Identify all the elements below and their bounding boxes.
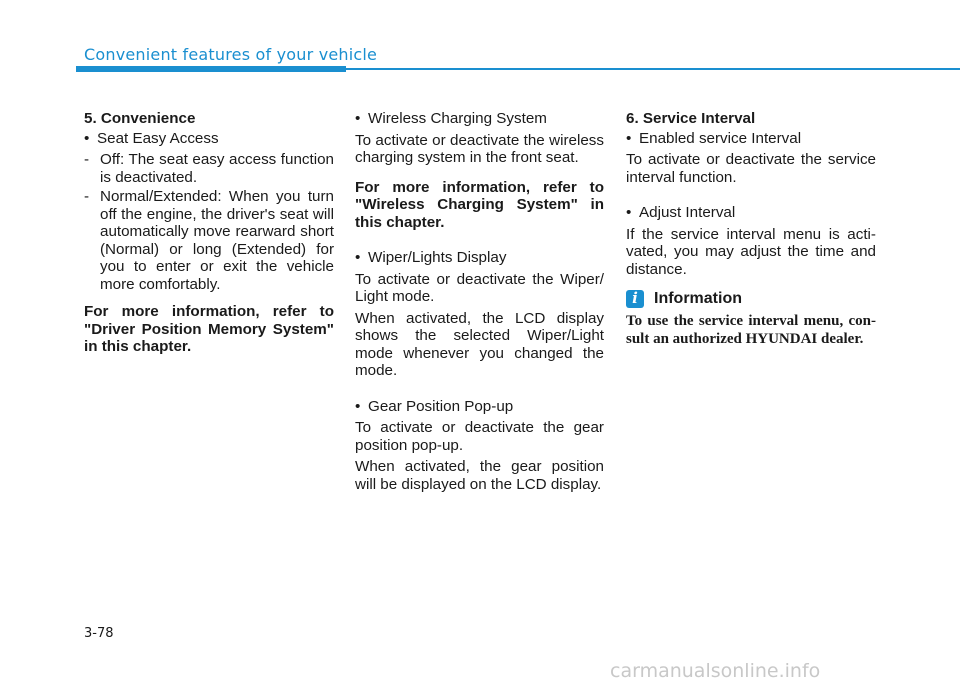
bullet-icon: • [84,129,90,147]
bullet-gear-position: • Gear Position Pop-up [355,397,514,415]
bullet-icon: • [355,110,361,127]
watermark: carmanualsonline.info [610,660,821,682]
reference-note: For more information, refer to "Driver Position Memory System" in this chapter. [84,303,334,355]
bullet-icon: • [626,204,632,221]
bullet-icon: • [355,397,361,415]
information-text: To use the service interval menu, con- sult an authorized HYUNDAI dealer. [626,313,876,347]
section-title: Convenient features of your vehicle [84,45,378,64]
column-right [626,110,876,348]
dash-item-normal-extended: - Normal/Extended: When you turn off the engine, the driver's seat will automatically move rearward short (Normal) or long (Extended) for you to enter or exit the vehicle more comfortably. [84,188,334,293]
reference-note: For more information, refer to "Wireless Charging System" in this chapter. [355,178,604,231]
convenience-heading: 5. Convenience [84,110,196,127]
column-middle [355,110,604,497]
header-bar-thick [76,66,346,72]
header-bar-thin [346,68,960,70]
gear-position-text: To activate or deactivate the gear position pop-up. [355,419,604,454]
wiper-lights-text: To activate or deactivate the Wiper/ Light mode. [355,270,604,305]
bullet-enabled-service: • Enabled service Interval [626,129,802,147]
page-number: 3-78 [84,626,114,641]
adjust-interval-text: If the service interval menu is acti- vated, you may adjust the time and distance. [626,225,876,278]
service-interval-heading: 6. Service Interval [626,110,756,127]
bullet-adjust-interval: • Adjust Interval [626,204,736,221]
wireless-charging-text: To activate or deactivate the wireless charging system in the front seat. [355,131,604,166]
bullet-icon: • [355,249,361,266]
bullet-wireless-charging: • Wireless Charging System [355,110,547,127]
info-icon: i [626,290,644,308]
bullet-seat-easy-access: • Seat Easy Access [84,129,219,147]
enabled-service-text: To activate or deactivate the service interval function. [626,151,876,186]
information-heading [626,290,876,308]
gear-position-detail: When activated, the gear position will be displayed on the LCD display. [355,458,604,493]
dash-icon: - [84,188,90,205]
bullet-wiper-lights: • Wiper/Lights Display [355,249,507,266]
information-title: Information [654,290,742,308]
dash-icon: - [84,151,90,168]
wiper-lights-detail: When activated, the LCD display shows the selected Wiper/Light mode whenever you changed the mode. [355,309,604,379]
dash-item-off: - Off: The seat easy access function is deactivated. [84,151,334,186]
bullet-icon: • [626,129,632,147]
column-left [84,110,334,360]
